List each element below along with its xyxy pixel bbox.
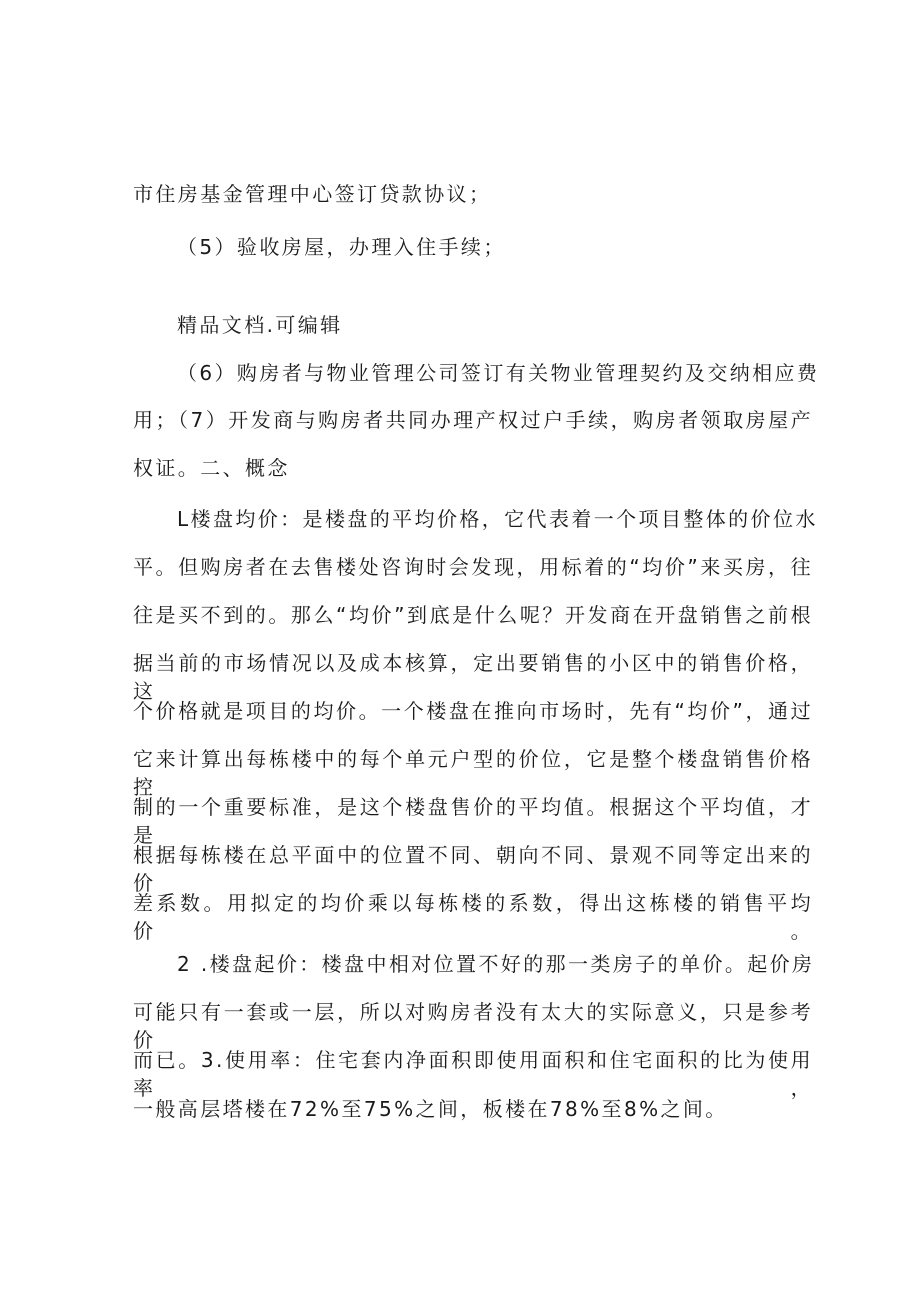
text-line: 它来计算出每栋楼中的每个单元户型的价位，它是整个楼盘销售价格控	[133, 747, 813, 799]
text-line: 而已。3.使用率：住宅套内净面积即使用面积和住宅面积的比为使用率，	[133, 1048, 813, 1100]
text-line: 差系数。用拟定的均价乘以每栋楼的系数，得出这栋楼的销售平均价。	[133, 891, 813, 943]
text-line: 市住房基金管理中心签订贷款协议；	[133, 182, 492, 206]
text-line: L楼盘均价：是楼盘的平均价格，它代表着一个项目整体的价位水	[177, 507, 818, 531]
text-line: 个价格就是项目的均价。一个楼盘在推向市场时，先有“均价”，通过	[133, 699, 813, 723]
text-line: 权证。二、概念	[133, 456, 290, 480]
text-line: 2 .楼盘起价：楼盘中相对位置不好的那一类房子的单价。起价房	[177, 952, 815, 976]
text-line: 根据每栋楼在总平面中的位置不同、朝向不同、景观不同等定出来的价	[133, 843, 813, 895]
text-line: （5）验收房屋，办理入住手续；	[177, 235, 506, 259]
text-line: （6）购房者与物业管理公司签订有关物业管理契约及交纳相应费	[177, 361, 820, 385]
text-line: 制的一个重要标准，是这个楼盘售价的平均值。根据这个平均值，才是	[133, 795, 813, 847]
text-line: 往是买不到的。那么“均价”到底是什么呢？开发商在开盘销售之前根	[133, 603, 813, 627]
text-line: 据当前的市场情况以及成本核算，定出要销售的小区中的销售价格，这	[133, 651, 813, 703]
watermark-text: 精品文档.可编辑	[177, 313, 343, 337]
text-line: 一般高层塔楼在72%至75%之间，板楼在78%至8%之间。	[133, 1097, 728, 1121]
text-line: 平。但购房者在去售楼处咨询时会发现，用标着的“均价”来买房，往	[133, 555, 813, 579]
text-line: 用；（7）开发商与购房者共同办理产权过户手续，购房者领取房屋产	[133, 408, 813, 432]
text-line: 可能只有一套或一层，所以对购房者没有太大的实际意义，只是参考价	[133, 1000, 813, 1052]
